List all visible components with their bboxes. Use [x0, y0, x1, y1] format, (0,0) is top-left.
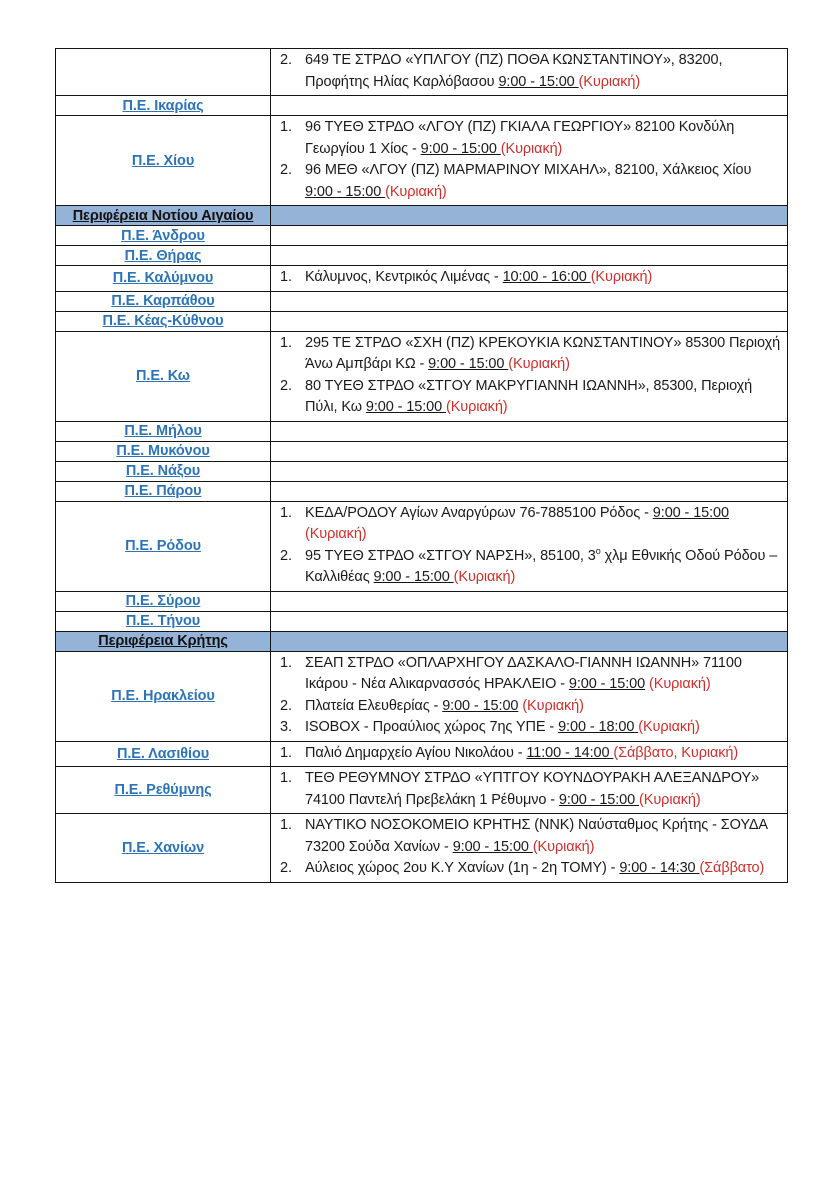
region-cell	[56, 291, 271, 311]
location-list	[271, 502, 787, 591]
list-item	[271, 117, 781, 160]
item-number: 2.	[280, 52, 292, 68]
table-row	[56, 481, 788, 501]
locations-cell	[271, 266, 788, 292]
item-number: 1.	[280, 334, 292, 351]
locations-cell	[271, 501, 788, 591]
region-cell	[56, 767, 271, 814]
item-text: ΚΕΔΑ/ΡΟΔΟΥ Αγίων Αναργύρων 76-7885100 Ρόδος - 9:00 - 15:00 (Κυριακή)	[305, 504, 729, 542]
item-text: ISOBOX - Προαύλιος χώρος 7ης ΥΠΕ - 9:00 - 18:00 (Κυριακή)	[305, 719, 700, 735]
list-item	[271, 696, 781, 718]
region-link[interactable]: Π.Ε. Ρεθύμνης	[114, 782, 212, 798]
locations-cell	[271, 481, 788, 501]
section-header-spacer-cell	[271, 631, 788, 651]
locations-cell	[271, 611, 788, 631]
item-text: Πλατεία Ελευθερίας - 9:00 - 15:00 (Κυριακή)	[305, 697, 584, 714]
item-text: 649 ΤΕ ΣΤΡΔΟ «ΥΠΛΓΟΥ (ΠΖ) ΠΟΘΑ ΚΩΝΣΤΑΝΤΙΝΟΥ», 83200, Προφήτης Ηλίας Καρλόβασου 9:00 - 15:00 (Κυριακή)	[305, 52, 723, 90]
item-number: 2.	[280, 377, 292, 394]
item-text: ΤΕΘ ΡΕΘΥΜΝΟΥ ΣΤΡΔΟ «ΥΠΤΓΟΥ ΚΟΥΝΔΟΥΡΑΚΗ ΑΛΕΞΑΝΔΡΟΥ» 74100 Παντελή Πρεβελάκη 1 Ρέθυμνο - 9:00 - 15:00 (Κυριακή)	[305, 770, 760, 808]
region-schedule-table	[55, 48, 788, 883]
locations-cell	[271, 814, 788, 883]
locations-cell	[271, 461, 788, 481]
region-link[interactable]: Π.Ε. Μήλου	[124, 423, 202, 439]
list-item	[271, 768, 781, 811]
locations-cell	[271, 651, 788, 741]
locations-cell	[271, 441, 788, 461]
region-link[interactable]: Π.Ε. Τήνου	[125, 613, 201, 629]
region-cell	[56, 501, 271, 591]
item-number: 3.	[280, 719, 292, 735]
item-number: 1.	[280, 269, 292, 285]
section-header-label: Περιφέρεια Νοτίου Αιγαίου	[72, 207, 254, 224]
item-text: 96 ΤΥΕΘ ΣΤΡΔΟ «ΛΓΟΥ (ΠΖ) ΓΚΙΑΛΑ ΓΕΩΡΓΙΟΥ» 82100 Κονδύλη Γεωργίου 1 Χίος - 9:00 - 15:00 (Κυριακή)	[305, 119, 735, 157]
location-list	[271, 742, 787, 767]
locations-cell	[271, 591, 788, 611]
region-cell	[56, 96, 271, 116]
locations-cell	[271, 311, 788, 331]
item-text: Παλιό Δημαρχείο Αγίου Νικολάου - 11:00 - 14:00 (Σάββατο, Κυριακή)	[305, 744, 739, 761]
region-link[interactable]: Π.Ε. Ικαρίας	[122, 97, 204, 114]
table-row	[56, 266, 788, 292]
item-text: Αύλειος χώρος 2ου Κ.Υ Χανίων (1η - 2η ΤΟΜΥ) - 9:00 - 14:30 (Σάββατο)	[305, 860, 765, 876]
locations-cell	[271, 49, 788, 96]
locations-cell	[271, 246, 788, 266]
region-link[interactable]: Π.Ε. Μυκόνου	[116, 443, 210, 459]
list-item	[271, 743, 781, 765]
locations-cell	[271, 116, 788, 206]
item-number: 1.	[280, 654, 292, 671]
region-link[interactable]: Π.Ε. Λασιθίου	[116, 745, 210, 762]
region-link[interactable]: Π.Ε. Καρπάθου	[111, 293, 215, 309]
list-item	[271, 815, 781, 858]
table-row	[56, 741, 788, 767]
location-list	[271, 332, 787, 421]
locations-cell	[271, 767, 788, 814]
region-cell	[56, 741, 271, 767]
location-list	[271, 266, 787, 291]
item-text: Κάλυμνος, Κεντρικός Λιμένας - 10:00 - 16:00 (Κυριακή)	[305, 269, 653, 285]
region-cell	[56, 311, 271, 331]
region-cell	[56, 246, 271, 266]
item-text: ΣΕΑΠ ΣΤΡΔΟ «ΟΠΛΑΡΧΗΓΟΥ ΔΑΣΚΑΛΟ-ΓΙΑΝΝΗ ΙΩΑΝΝΗ» 71100 Ικάρου - Νέα Αλικαρνασσός ΗΡΑΚΛΕΙΟ - 9:00 - 15:00 (Κυριακή)	[305, 654, 742, 692]
item-number: 1.	[280, 744, 292, 761]
list-item	[271, 546, 781, 589]
list-item	[271, 50, 781, 93]
table-row	[56, 611, 788, 631]
locations-cell	[271, 96, 788, 116]
item-number: 2.	[280, 860, 292, 876]
region-cell	[56, 461, 271, 481]
region-cell	[56, 266, 271, 292]
section-header-row	[56, 631, 788, 651]
region-link[interactable]: Π.Ε. Χίου	[131, 152, 195, 169]
section-header-spacer-cell	[271, 206, 788, 226]
location-list	[271, 652, 787, 741]
table-row	[56, 421, 788, 441]
table-row	[56, 461, 788, 481]
section-header-cell	[56, 206, 271, 226]
item-text: ΝΑΥΤΙΚΟ ΝΟΣΟΚΟΜΕΙΟ ΚΡΗΤΗΣ (ΝΝΚ) Ναύσταθμος Κρήτης - ΣΟΥΔΑ 73200 Σούδα Χανίων - 9:00 - 15:00 (Κυριακή)	[305, 817, 768, 855]
region-cell	[56, 49, 271, 96]
region-cell	[56, 226, 271, 246]
table-row	[56, 226, 788, 246]
table-row	[56, 814, 788, 883]
location-list	[271, 767, 787, 813]
item-number: 2.	[280, 162, 292, 178]
table-row	[56, 116, 788, 206]
locations-cell	[271, 291, 788, 311]
item-number: 2.	[280, 547, 292, 564]
region-link[interactable]: Π.Ε. Ηρακλείου	[111, 688, 215, 704]
region-link[interactable]: Π.Ε. Θήρας	[124, 247, 202, 264]
table-row	[56, 591, 788, 611]
location-list	[271, 814, 787, 882]
list-item	[271, 858, 781, 880]
item-number: 1.	[280, 770, 292, 786]
locations-cell	[271, 331, 788, 421]
table-row	[56, 246, 788, 266]
region-schedule-table-body	[56, 49, 788, 883]
region-cell	[56, 331, 271, 421]
location-list	[271, 49, 787, 95]
item-text: 96 ΜΕΘ «ΛΓΟΥ (ΠΖ) ΜΑΡΜΑΡΙΝΟΥ ΜΙΧΑΗΛ», 82100, Χάλκειος Χίου 9:00 - 15:00 (Κυριακή)	[305, 162, 752, 200]
region-cell	[56, 441, 271, 461]
section-header-label: Περιφέρεια Κρήτης	[98, 633, 228, 649]
region-cell	[56, 591, 271, 611]
list-item	[271, 653, 781, 696]
locations-cell	[271, 421, 788, 441]
region-cell	[56, 814, 271, 883]
region-link[interactable]: Π.Ε. Νάξου	[125, 463, 201, 479]
table-row	[56, 651, 788, 741]
table-row	[56, 311, 788, 331]
table-row	[56, 767, 788, 814]
item-text: 80 ΤΥΕΘ ΣΤΡΔΟ «ΣΤΓΟΥ ΜΑΚΡΥΓΙΑΝΝΗ ΙΩΑΝΝΗ», 85300, Περιοχή Πύλι, Κω 9:00 - 15:00 (Κυριακή)	[305, 377, 753, 415]
region-link[interactable]: Π.Ε. Καλύμνου	[112, 270, 214, 287]
list-item	[271, 333, 781, 376]
table-row	[56, 96, 788, 116]
region-link[interactable]: Π.Ε. Κέας-Κύθνου	[102, 313, 224, 329]
table-row	[56, 49, 788, 96]
table-row	[56, 441, 788, 461]
item-number: 2.	[280, 697, 292, 714]
list-item	[271, 160, 781, 203]
region-link[interactable]: Π.Ε. Κω	[136, 368, 190, 384]
item-text: 95 ΤΥΕΘ ΣΤΡΔΟ «ΣΤΓΟΥ ΝΑΡΣΗ», 85100, $3^o$ χλμ Εθνικής Οδού Ρόδου – Καλλιθέας 9:00 - 15:00 (Κυριακή)	[305, 545, 778, 585]
section-header-cell	[56, 631, 271, 651]
section-header-row	[56, 206, 788, 226]
region-cell	[56, 116, 271, 206]
location-list	[271, 116, 787, 205]
table-row	[56, 501, 788, 591]
table-row	[56, 331, 788, 421]
region-link[interactable]: Π.Ε. Άνδρου	[121, 227, 205, 244]
table-row	[56, 291, 788, 311]
locations-cell	[271, 741, 788, 767]
region-link[interactable]: Π.Ε. Σύρου	[125, 593, 201, 609]
region-cell	[56, 481, 271, 501]
item-text: 295 ΤΕ ΣΤΡΔΟ «ΣΧΗ (ΠΖ) ΚΡΕΚΟΥΚΙΑ ΚΩΝΣΤΑΝΤΙΝΟΥ» 85300 Περιοχή Άνω Αμπβάρι ΚΩ - 9:00 - 15:00 (Κυριακή)	[305, 334, 781, 372]
list-item	[271, 717, 781, 739]
list-item	[271, 267, 781, 289]
region-link[interactable]: Π.Ε. Ρόδου	[125, 538, 201, 554]
locations-cell	[271, 226, 788, 246]
region-link[interactable]: Π.Ε. Χανίων	[121, 839, 205, 856]
region-cell	[56, 651, 271, 741]
list-item	[271, 503, 781, 546]
item-number: 1.	[280, 504, 292, 521]
list-item	[271, 376, 781, 419]
region-cell	[56, 421, 271, 441]
item-number: 1.	[280, 817, 292, 833]
item-number: 1.	[280, 119, 292, 135]
region-cell	[56, 611, 271, 631]
region-link[interactable]: Π.Ε. Πάρου	[124, 483, 202, 499]
